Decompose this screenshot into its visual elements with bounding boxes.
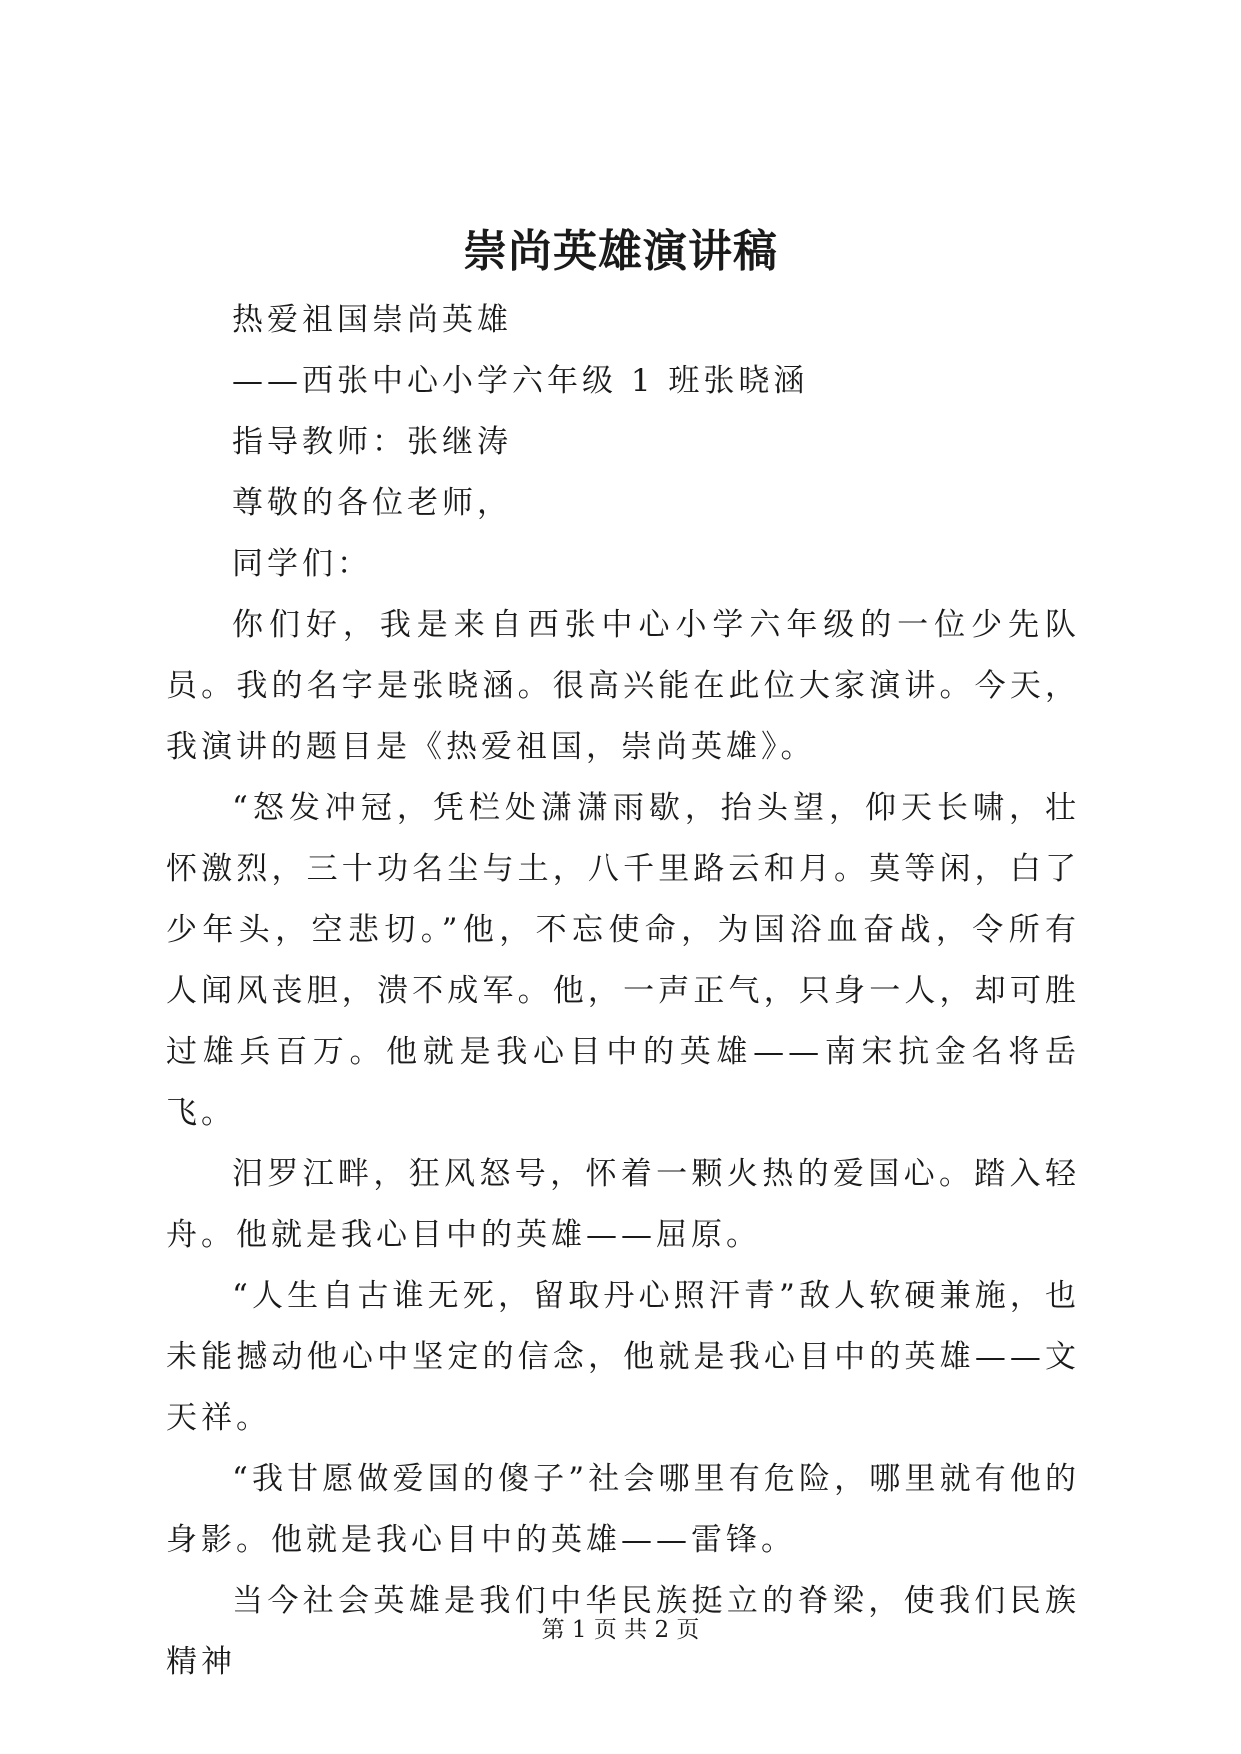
paragraph-quyuan: 汨罗江畔，狂风怒号，怀着一颗火热的爱国心。踏入轻舟。他就是我心目中的英雄——屈原。 xyxy=(166,1156,1080,1253)
greeting-line-2: 同学们： xyxy=(232,546,372,582)
speaker-line: ——西张中心小学六年级 1 班张晓涵 xyxy=(232,363,809,399)
paragraph-intro: 你们好，我是来自西张中心小学六年级的一位少先队员。我的名字是张晓涵。很高兴能在此位大家演讲。今天，我演讲的题目是《热爱祖国，崇尚英雄》。 xyxy=(166,607,1080,765)
page-number: 第 1 页 共 2 页 xyxy=(541,1617,700,1643)
paragraph-modern: 当今社会英雄是我们中华民族挺立的脊梁，使我们民族精神 xyxy=(166,1583,1080,1680)
document-title: 崇尚英雄演讲稿 xyxy=(463,226,778,277)
document-body xyxy=(166,290,1080,1693)
paragraph-leifeng: “我甘愿做爱国的傻子”社会哪里有危险，哪里就有他的身影。他就是我心目中的英雄——雷锋。 xyxy=(166,1461,1080,1558)
paragraph-yuefei: “怒发冲冠，凭栏处潇潇雨歇，抬头望，仰天长啸，壮怀激烈，三十功名尘与土，八千里路云和月。莫等闲，白了少年头，空悲切。”他，不忘使命，为国浴血奋战，令所有人闻风丧胆，溃不成军。他，一声正气，只身一人，却可胜过雄兵百万。他就是我心目中的英雄——南宋抗金名将岳飞。 xyxy=(166,790,1080,1131)
speech-heading: 热爱祖国崇尚英雄 xyxy=(232,302,512,338)
instructor-line: 指导教师：张继涛 xyxy=(232,424,512,460)
greeting-line: 尊敬的各位老师， xyxy=(232,485,512,521)
paragraph-wentianxiang: “人生自古谁无死，留取丹心照汗青”敌人软硬兼施，也未能撼动他心中坚定的信念，他就是我心目中的英雄——文天祥。 xyxy=(166,1278,1080,1436)
